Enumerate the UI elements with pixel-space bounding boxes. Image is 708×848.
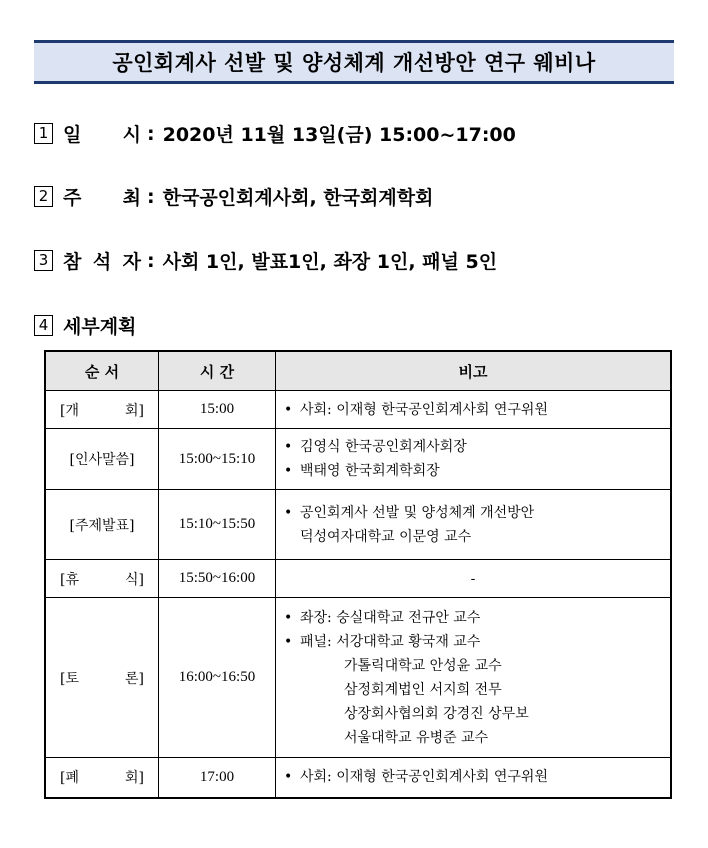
note-line: • 백태영 한국회계학회장 bbox=[284, 459, 662, 483]
table-row bbox=[45, 598, 671, 758]
document-title: 공인회계사 선발 및 양성체계 개선방안 연구 웨비나 bbox=[112, 51, 596, 75]
bullet-icon: • bbox=[284, 504, 293, 521]
note-line: - bbox=[470, 570, 476, 587]
cell-note bbox=[276, 429, 672, 490]
note-line: 서울대학교 유병준 교수 bbox=[344, 729, 489, 746]
info-label: 주 최 bbox=[63, 187, 141, 209]
header-order: 순 서 bbox=[45, 351, 159, 391]
header-time: 시 간 bbox=[159, 351, 276, 391]
section-title: 4 세부계획 bbox=[34, 312, 136, 339]
note-line: • 김영식 한국공인회계사회장 bbox=[284, 435, 662, 459]
cell-order: [개 회] bbox=[45, 391, 159, 429]
cell-note bbox=[276, 598, 672, 758]
cell-time: 15:00~15:10 bbox=[159, 429, 276, 490]
bullet-icon: • bbox=[284, 401, 293, 418]
cell-order: [휴 식] bbox=[45, 560, 159, 598]
cell-order: [폐 회] bbox=[45, 758, 159, 798]
cell-note bbox=[276, 560, 672, 598]
table-row bbox=[45, 391, 671, 429]
info-attendees: 3 참 석 자 : 사회 1인, 발표1인, 좌장 1인, 패널 5인 bbox=[34, 247, 497, 274]
cell-order: [주제발표] bbox=[45, 490, 159, 560]
bullet-icon: • bbox=[284, 769, 293, 786]
note-line: 덕성여자대학교 이문영 교수 bbox=[300, 528, 472, 545]
note-line: • 패널: 서강대학교 황국재 교수 bbox=[284, 630, 662, 654]
bullet-icon: • bbox=[284, 633, 293, 650]
info-value: 사회 1인, 발표1인, 좌장 1인, 패널 5인 bbox=[162, 251, 498, 273]
table-row bbox=[45, 758, 671, 798]
schedule-table bbox=[44, 350, 672, 799]
note-line: 삼정회계법인 서지희 전무 bbox=[344, 681, 502, 698]
table-header-row bbox=[45, 351, 671, 391]
cell-time: 15:10~15:50 bbox=[159, 490, 276, 560]
number-box: 3 bbox=[34, 250, 53, 271]
bullet-icon: • bbox=[284, 463, 293, 479]
number-box: 4 bbox=[34, 315, 53, 336]
table-row bbox=[45, 429, 671, 490]
table-row bbox=[45, 490, 671, 560]
number-box: 1 bbox=[34, 123, 53, 144]
note-line: 상장회사협의회 강경진 상무보 bbox=[344, 705, 529, 722]
cell-time: 15:00 bbox=[159, 391, 276, 429]
cell-note bbox=[276, 391, 672, 429]
cell-time: 17:00 bbox=[159, 758, 276, 798]
cell-note bbox=[276, 490, 672, 560]
bullet-icon: • bbox=[284, 439, 293, 455]
note-line: 가톨릭대학교 안성윤 교수 bbox=[344, 657, 502, 674]
info-value: 2020년 11월 13일(금) 15:00~17:00 bbox=[162, 124, 516, 146]
note-line: • 사회: 이재형 한국공인회계사회 연구위원 bbox=[284, 765, 662, 789]
note-line: • 공인회계사 선발 및 양성체계 개선방안 bbox=[284, 501, 662, 525]
info-label: 참 석 자 bbox=[63, 251, 141, 273]
info-value: 한국공인회계사회, 한국회계학회 bbox=[162, 187, 434, 209]
number-box: 2 bbox=[34, 186, 53, 207]
cell-order: [토 론] bbox=[45, 598, 159, 758]
bullet-icon: • bbox=[284, 609, 293, 626]
info-label: 일 시 bbox=[63, 124, 141, 146]
cell-note bbox=[276, 758, 672, 798]
table-row bbox=[45, 560, 671, 598]
info-date: 1 일 시 : 2020년 11월 13일(금) 15:00~17:00 bbox=[34, 120, 516, 147]
note-line: • 좌장: 숭실대학교 전규안 교수 bbox=[284, 606, 662, 630]
info-host: 2 주 최 : 한국공인회계사회, 한국회계학회 bbox=[34, 183, 433, 210]
document-title-box bbox=[34, 40, 674, 84]
cell-time: 16:00~16:50 bbox=[159, 598, 276, 758]
note-line: • 사회: 이재형 한국공인회계사회 연구위원 bbox=[284, 398, 662, 422]
cell-time: 15:50~16:00 bbox=[159, 560, 276, 598]
header-note: 비고 bbox=[276, 351, 672, 391]
cell-order: [인사말씀] bbox=[45, 429, 159, 490]
